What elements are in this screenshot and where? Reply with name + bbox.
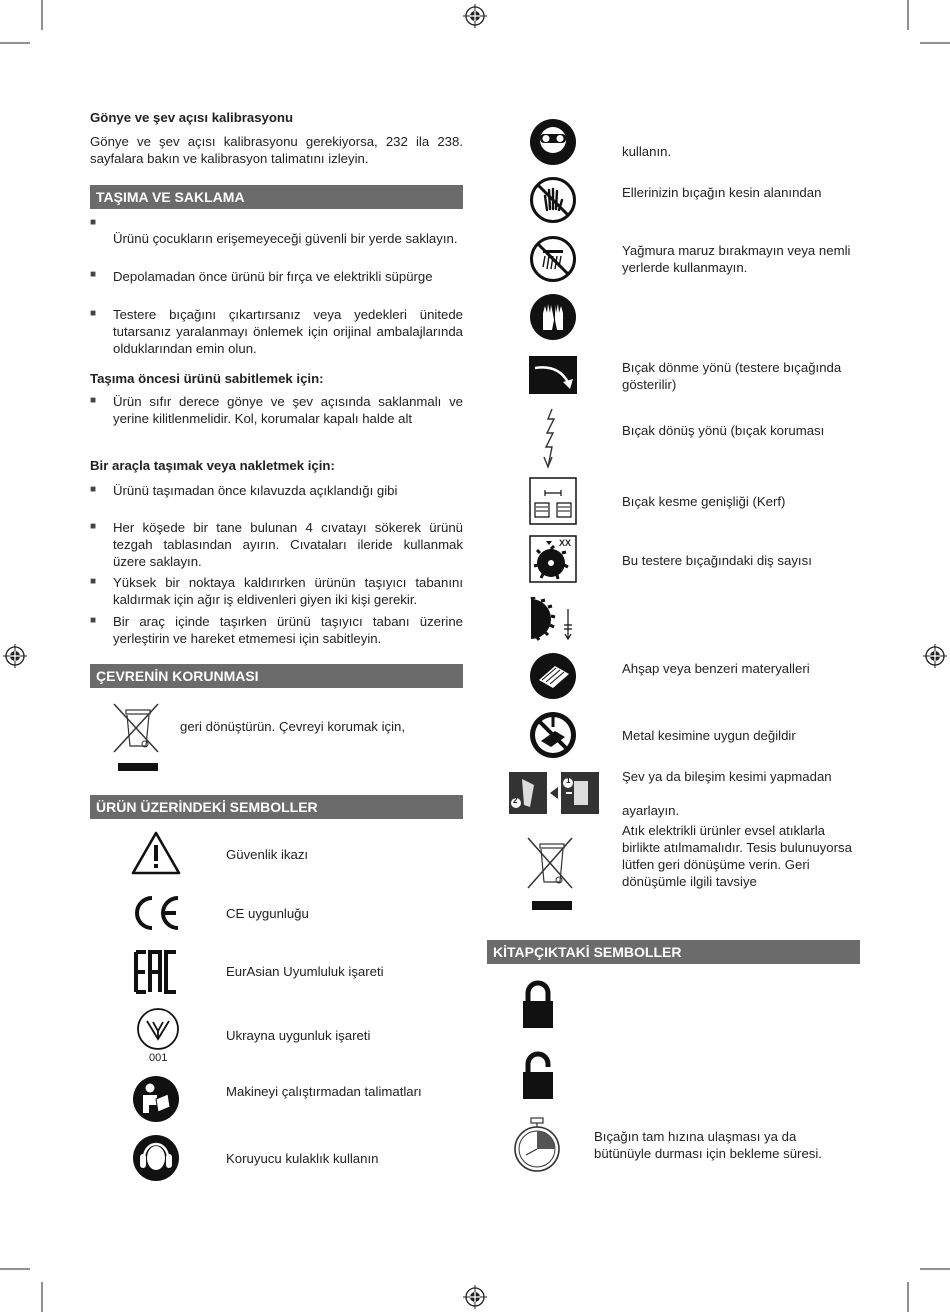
bullet-marker: ■ <box>90 308 97 319</box>
symbol-label: Ellerinizin bıçağın kesin alanından <box>622 185 822 200</box>
bevel-lock-graphic <box>508 771 600 815</box>
bullet-marker: ■ <box>90 576 97 587</box>
symbol-label: Bıçak dönüş yönü (bıçak koruması <box>622 423 825 438</box>
blade-rotation-icon <box>529 356 577 394</box>
bullet-marker: ■ <box>90 217 97 228</box>
secure-bullet-1: Ürün sıfır derece gönye ve şev açısında saklanmalı ve yerine kilitlenmelidir. Kol, korumalar kapalı halde alt <box>113 394 463 426</box>
vehicle-bullet-3: Yüksek bir noktaya kaldırırken ürünün taşıyıcı tabanını kaldırmak için ağır iş eldivenleri giyen iki kişi gerekir. <box>113 575 463 607</box>
ukraine-mark-code: 001 <box>149 1052 168 1064</box>
symbol-label: Makineyi çalıştırmadan talimatları <box>226 1084 422 1099</box>
bullet-marker: ■ <box>90 269 97 280</box>
warning-triangle-icon <box>130 830 182 876</box>
teeth-count-badge: XX <box>559 538 572 548</box>
registration-mark-top <box>463 4 487 28</box>
symbol-label: Bıçak dönme yönü (testere bıçağında gösterilir) <box>622 360 842 392</box>
read-manual-icon <box>132 1075 180 1123</box>
symbol-label: Atık elektrikli ürünler evsel atıklarla birlikte atılmamalıdır. Tesis bulunuyorsa lütfen geri dönüşüme verin. Geri dönüşümle ilgili tavsiye <box>622 823 852 889</box>
bullet-marker: ■ <box>90 615 97 626</box>
ukraine-conformity-icon <box>134 1005 182 1067</box>
symbol-label: Ahşap veya benzeri materyalleri <box>622 661 810 676</box>
symbol-label: CE uygunluğu <box>226 906 309 921</box>
symbol-label: Güvenlik ikazı <box>226 847 309 862</box>
gloves-icon <box>529 293 577 341</box>
registration-mark-left <box>3 644 27 668</box>
blade-diameter-icon <box>529 597 577 641</box>
calibration-text: Gönye ve şev açısı kalibrasyonu gerekiyorsa, 232 ila 238. sayfalara bakın ve kalibrasyon talimatını izleyin. <box>90 134 463 166</box>
no-hands-icon <box>529 176 577 224</box>
bullet-marker: ■ <box>90 484 97 495</box>
vehicle-bullet-2: Her köşede bir tane bulunan 4 cıvatayı sökerek ürünü tezgah tablasından ayırın. Cıvataları ileride kullanmak üzere saklayın. <box>113 520 463 569</box>
symbol-label: Ukrayna uygunluk işareti <box>226 1028 371 1043</box>
eye-protection-icon <box>529 118 577 166</box>
bevel-lock-icon <box>508 771 600 815</box>
ear-protection-icon <box>132 1134 180 1182</box>
bevel-step-1: 1 <box>566 776 571 785</box>
registration-mark-bottom <box>463 1285 487 1309</box>
ukraine-mark-graphic <box>134 1005 182 1053</box>
secure-heading: Taşıma öncesi ürünü sabitlemek için: <box>90 371 324 386</box>
symbol-label: kullanın. <box>622 144 672 159</box>
wood-material-icon <box>529 652 577 700</box>
symbol-label: Yağmura maruz bırakmayın veya nemli yerlerde kullanmayın. <box>622 243 851 275</box>
vehicle-heading: Bir araçla taşımak veya nakletmek için: <box>90 458 335 473</box>
transport-header: TAŞIMA VE SAKLAMA <box>90 185 463 209</box>
bullet-marker: ■ <box>90 395 97 406</box>
environment-text: geri dönüştürün. Çevreyi korumak için, <box>180 719 406 734</box>
no-metal-icon <box>529 711 577 759</box>
symbol-label-continued: ayarlayın. <box>622 803 680 818</box>
padlock-locked-icon <box>521 980 555 1030</box>
transport-bullet-3: Testere bıçağını çıkartırsanız veya yedekleri ünitede tutarsanız yaralanmayı önlemek için orijinal ambalajlarında olduklarından emin olun. <box>113 307 463 356</box>
weee-bin-icon <box>112 700 164 774</box>
environment-header: ÇEVRENİN KORUNMASI <box>90 664 463 688</box>
booklet-header: KİTAPÇIKTAKİ SEMBOLLER <box>487 940 860 964</box>
registration-mark-right <box>923 644 947 668</box>
vehicle-bullet-4: Bir araç içinde taşırken ürünü taşıyıcı tabanı üzerine yerleştirin ve hareket etmemesi için sabitleyin. <box>113 614 463 646</box>
symbol-label: Metal kesimine uygun değildir <box>622 728 796 743</box>
padlock-unlocked-icon <box>521 1051 555 1101</box>
blade-direction-icon <box>538 407 564 469</box>
calibration-heading: Gönye ve şev açısı kalibrasyonu <box>90 110 294 125</box>
symbol-label: Bu testere bıçağındaki diş sayısı <box>622 553 812 568</box>
no-rain-icon <box>529 235 577 283</box>
symbol-label: Bıçağın tam hızına ulaşması ya da bütünüyle durması için bekleme süresi. <box>594 1129 822 1161</box>
stopwatch-icon <box>510 1117 564 1173</box>
product-symbols-header: ÜRÜN ÜZERİNDEKİ SEMBOLLER <box>90 795 463 819</box>
bullet-marker: ■ <box>90 521 97 532</box>
eac-mark-icon <box>133 950 179 994</box>
teeth-count-icon <box>529 535 577 583</box>
transport-bullet-2: Depolamadan önce ürünü bir fırça ve elektrikli süpürge <box>113 269 433 284</box>
symbol-label: Şev ya da bileşim kesimi yapmadan <box>622 769 832 784</box>
symbol-label: Bıçak kesme genişliği (Kerf) <box>622 494 786 509</box>
vehicle-bullet-1: Ürünü taşımadan önce kılavuzda açıklandığı gibi <box>113 483 398 498</box>
bevel-step-2: 2 <box>513 796 518 805</box>
weee-bin-icon <box>526 834 578 912</box>
symbol-label: EurAsian Uyumluluk işareti <box>226 964 384 979</box>
kerf-icon <box>529 477 577 525</box>
ce-mark-icon <box>128 893 184 933</box>
symbol-label: Koruyucu kulaklık kullanın <box>226 1151 379 1166</box>
transport-bullet-1: Ürünü çocukların erişemeyeceği güvenli bir yerde saklayın. <box>113 231 458 246</box>
